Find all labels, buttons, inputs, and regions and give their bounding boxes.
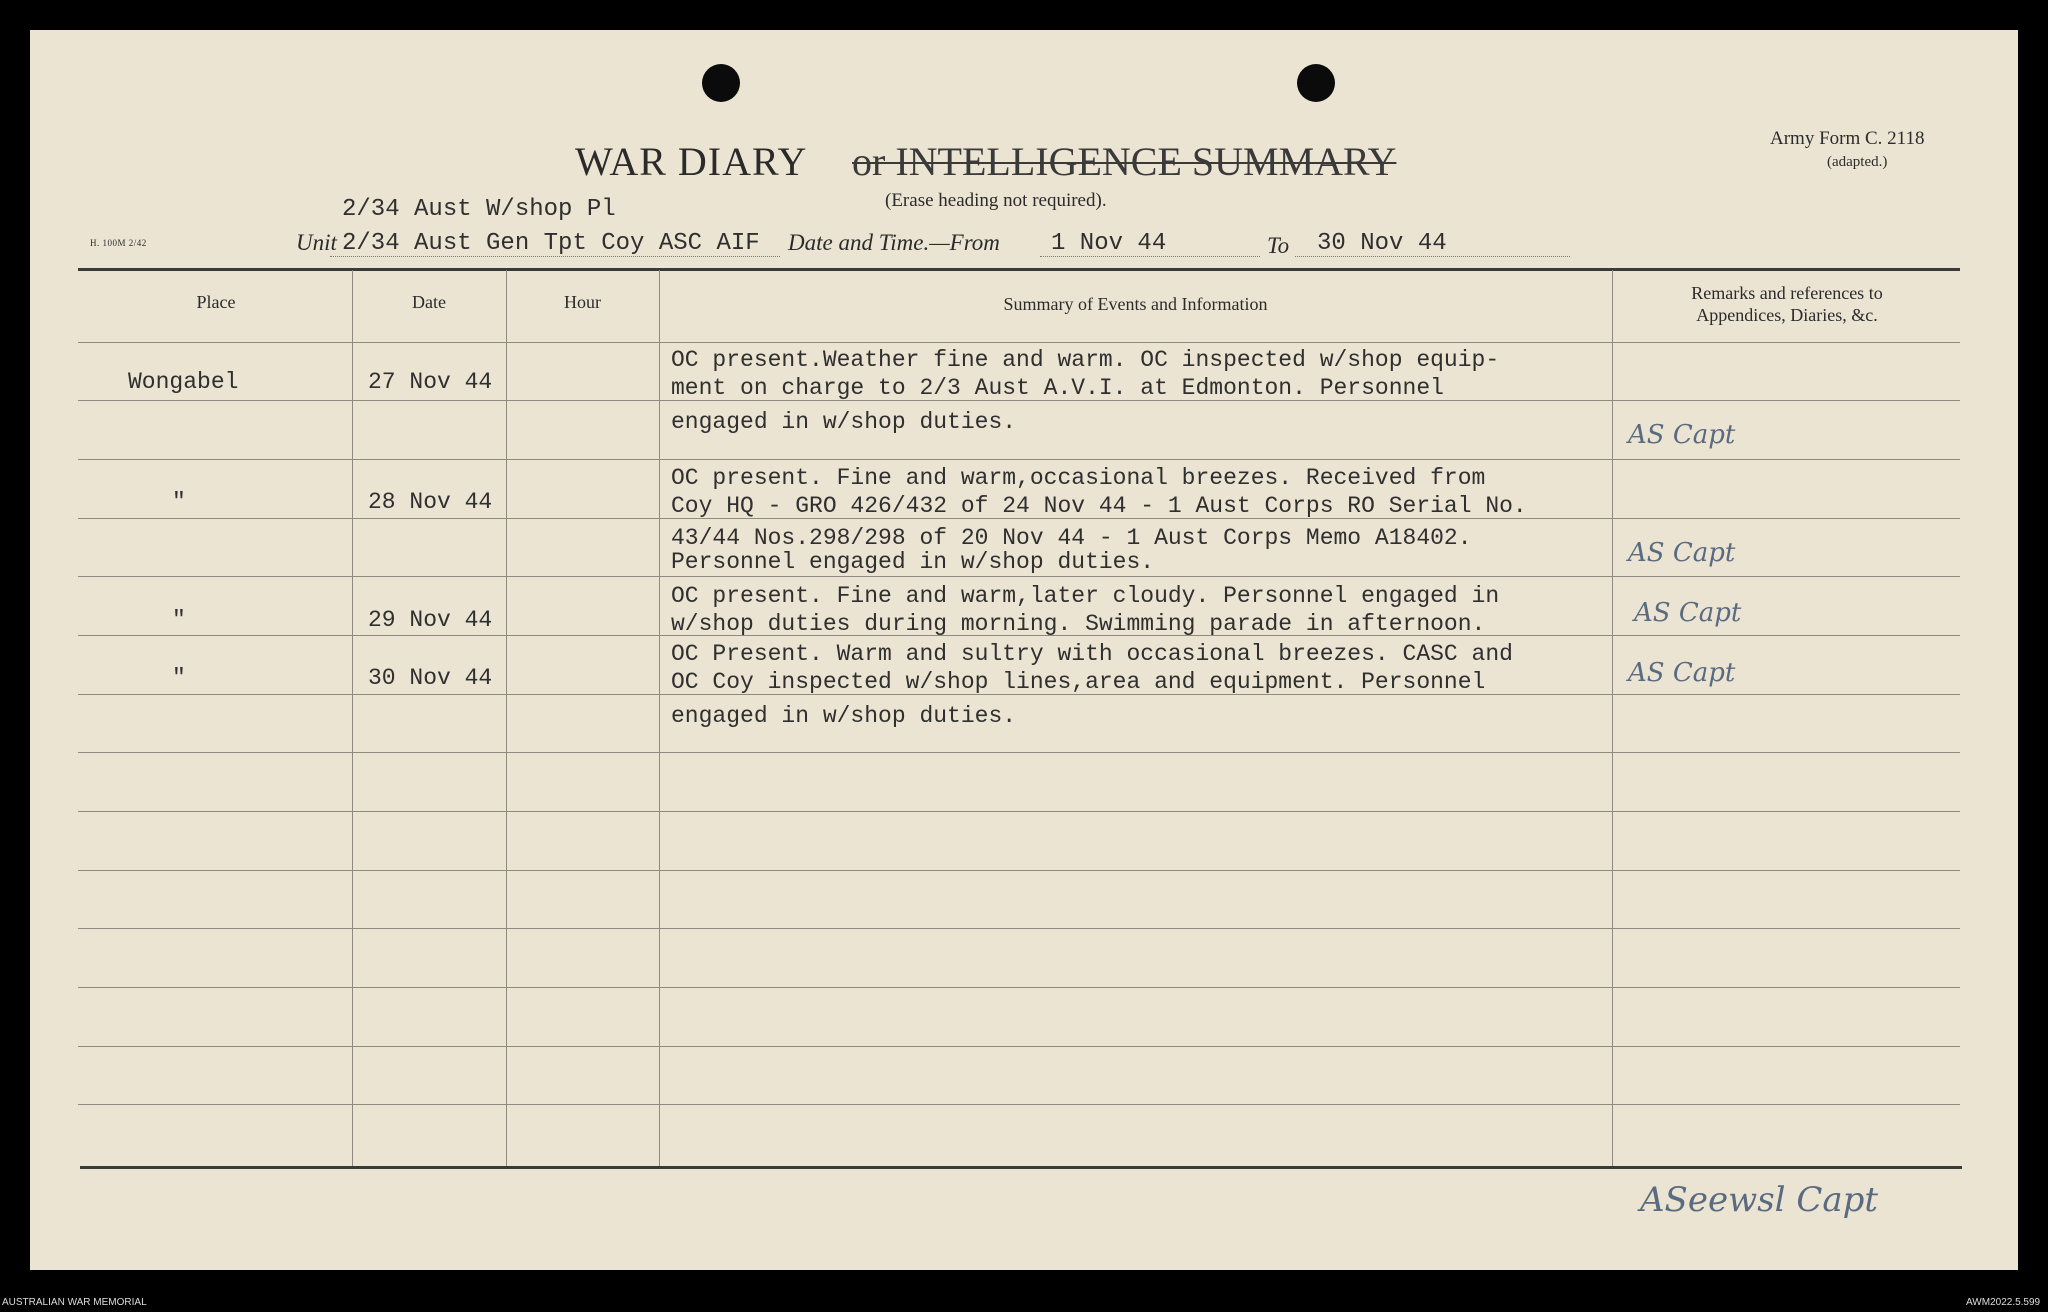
header-remarks [1612,282,1962,326]
from-date: 1 Nov 44 [1051,230,1167,257]
header-underline [78,342,1960,343]
ruled-line [78,459,1960,460]
ruled-line [78,870,1960,871]
col-divider-2 [506,270,507,1166]
remarks-signature: AS Capt [1634,598,1742,628]
entry-summary-line: OC Present. Warm and sultry with occasional breezes. CASC and [671,641,1513,667]
footer-signature: ASeewsl Capt [1640,1180,1879,1220]
entry-date: 28 Nov 44 [368,489,493,515]
army-form-label: Army Form C. 2118 [1770,128,1925,149]
header-summary: Summary of Events and Information [1003,294,1268,314]
ruled-line [78,987,1960,988]
struck-title: or INTELLIGENCE SUMMARY [852,139,1397,184]
to-dotted-line [1295,256,1570,257]
entry-summary-line: ment on charge to 2/3 Aust A.V.I. at Edmonton. Personnel [671,375,1444,401]
unit-value: 2/34 Aust Gen Tpt Coy ASC AIF [342,230,760,257]
unit-dotted-line [330,256,780,257]
date-range-label: Date and Time.—From [788,230,1000,255]
header-hour: Hour [564,292,601,312]
to-date: 30 Nov 44 [1317,230,1447,257]
entry-summary-line: OC present. Fine and warm,occasional breezes. Received from [671,465,1486,491]
entry-summary-line: Personnel engaged in w/shop duties. [671,549,1155,575]
punch-hole-right [1297,64,1335,102]
unit-label: Unit [296,230,337,255]
ruled-line [78,752,1960,753]
entry-place: " [172,607,186,633]
entry-date: 30 Nov 44 [368,665,493,691]
archive-label: AUSTRALIAN WAR MEMORIAL [2,1297,147,1308]
entry-summary-line: 43/44 Nos.298/298 of 20 Nov 44 - 1 Aust Corps Memo A18402. [671,525,1472,551]
entry-summary-line: OC Coy inspected w/shop lines,area and equipment. Personnel [671,669,1486,695]
entry-summary-line: engaged in w/shop duties. [671,703,1017,729]
page-title: WAR DIARY [575,139,808,184]
adapted-label: (adapted.) [1827,154,1888,170]
col-divider-1 [352,270,353,1166]
archive-reference: AWM2022.5.599 [1966,1297,2041,1308]
diary-page [30,30,2018,1270]
ruled-line [78,1104,1960,1105]
entry-place: " [172,665,186,691]
ruled-line [78,811,1960,812]
entry-summary-line: OC present.Weather fine and warm. OC inspected w/shop equip- [671,347,1500,373]
col-divider-3 [659,270,660,1166]
entry-place: Wongabel [128,369,239,395]
header-remarks-line-1: Remarks and references to [1691,283,1883,303]
to-label: To [1267,233,1290,258]
header-place: Place [196,292,236,312]
ruled-line [78,1046,1960,1047]
header-date: Date [412,292,446,312]
entry-summary-line: engaged in w/shop duties. [671,409,1017,435]
entry-date: 29 Nov 44 [368,607,493,633]
col-divider-4 [1612,270,1613,1166]
entry-summary-line: w/shop duties during morning. Swimming parade in afternoon. [671,611,1486,637]
remarks-signature: AS Capt [1628,658,1736,688]
table-top-rule [78,268,1960,271]
ruled-line [78,928,1960,929]
header-remarks-line-2: Appendices, Diaries, &c. [1696,305,1878,325]
remarks-signature: AS Capt [1628,420,1736,450]
table-bottom-rule [80,1166,1962,1169]
ruled-line [78,576,1960,577]
erase-note: (Erase heading not required). [885,190,1107,211]
entry-place: " [172,489,186,515]
remarks-signature: AS Capt [1628,538,1736,568]
from-dotted-line [1040,256,1260,257]
subunit-value: 2/34 Aust W/shop Pl [342,196,616,223]
entry-date: 27 Nov 44 [368,369,493,395]
entry-summary-line: OC present. Fine and warm,later cloudy. Personnel engaged in [671,583,1500,609]
form-code: H. 100M 2/42 [90,238,147,248]
punch-hole-left [702,64,740,102]
entry-summary-line: Coy HQ - GRO 426/432 of 24 Nov 44 - 1 Aust Corps RO Serial No. [671,493,1527,519]
